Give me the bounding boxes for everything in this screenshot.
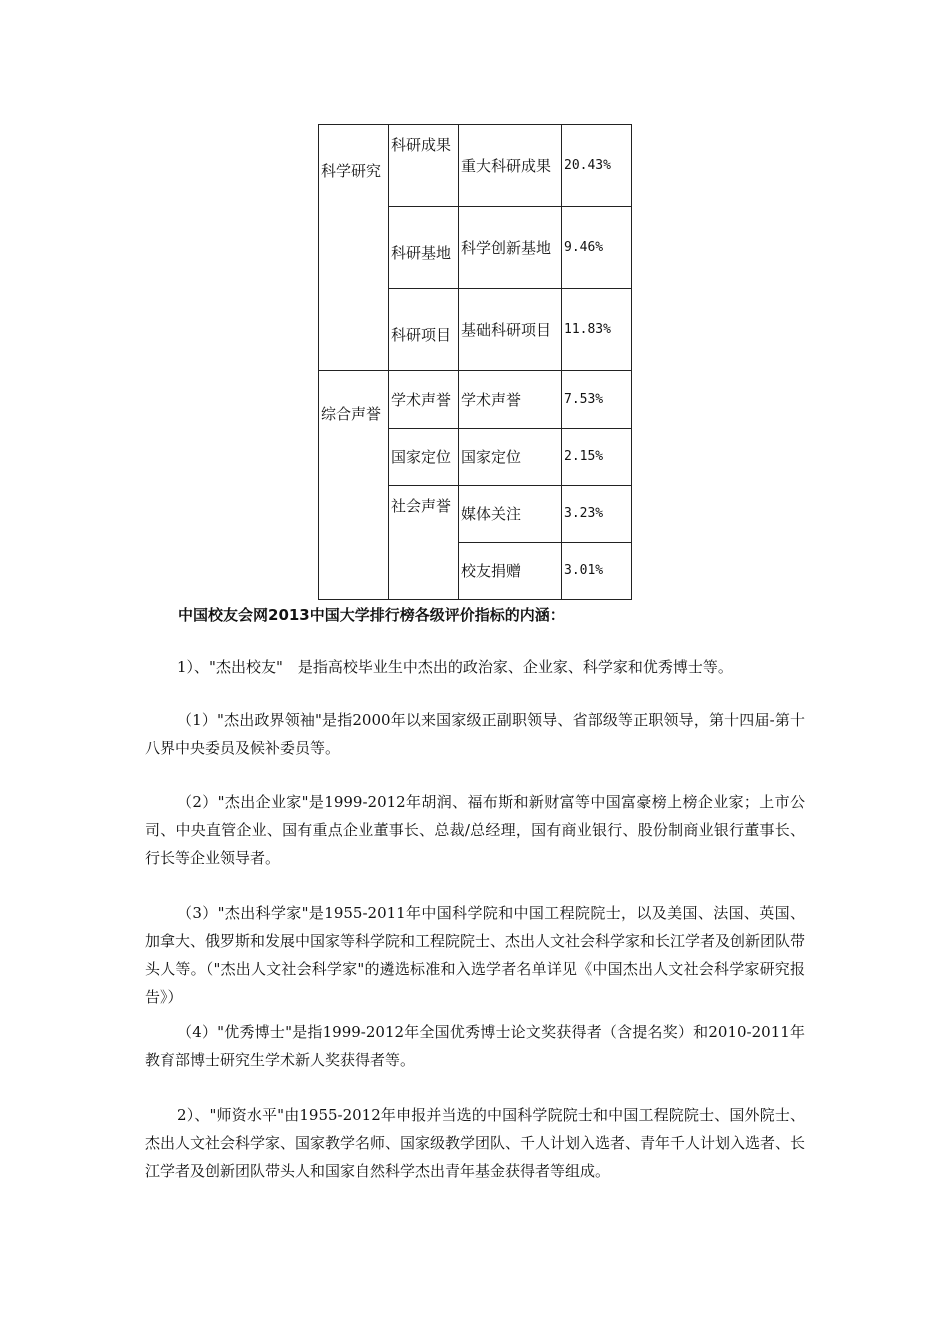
level3-cell: 国家定位 <box>459 429 562 486</box>
level1-cell: 综合声誉 <box>319 371 389 600</box>
level2-cell: 科研成果 <box>389 125 459 207</box>
level2-cell: 科研基地 <box>389 207 459 289</box>
level2-cell: 学术声誉 <box>389 371 459 429</box>
level2-cell: 社会声誉 <box>389 486 459 600</box>
paragraph: （1）"杰出政界领袖"是指2000年以来国家级正副职领导、省部级等正职领导，第十四届-第十八界中央委员及候补委员等。 <box>145 711 805 757</box>
level3-cell: 基础科研项目 <box>459 289 562 371</box>
level2-cell: 科研项目 <box>389 289 459 371</box>
weight-cell: 2.15% <box>562 429 632 486</box>
weight-cell: 9.46% <box>562 207 632 289</box>
paragraph: （4）"优秀博士"是指1999-2012年全国优秀博士论文奖获得者（含提名奖）和2010-2011年教育部博士研究生学术新人奖获得者等。 <box>145 1023 805 1069</box>
level1-cell: 科学研究 <box>319 125 389 371</box>
table-row <box>319 371 632 429</box>
section-heading: 中国校友会网2013中国大学排行榜各级评价指标的内涵： <box>178 606 565 624</box>
weight-cell: 20.43% <box>562 125 632 207</box>
paragraph: （2）"杰出企业家"是1999-2012年胡润、福布斯和新财富等中国富豪榜上榜企业家；上市公司、中央直管企业、国有重点企业董事长、总裁/总经理，国有商业银行、股份制商业银行董事长、行长等企业领导者。 <box>145 793 805 867</box>
weight-cell: 11.83% <box>562 289 632 371</box>
level2-cell: 国家定位 <box>389 429 459 486</box>
level3-cell: 重大科研成果 <box>459 125 562 207</box>
level3-cell: 校友捐赠 <box>459 543 562 600</box>
paragraph: （3）"杰出科学家"是1955-2011年中国科学院和中国工程院院士，以及美国、法国、英国、加拿大、俄罗斯和发展中国家等科学院和工程院院士、杰出人文社会科学家和长江学者及创新团队带头人等。（"杰出人文社会科学家"的遴选标准和入选学者名单详见《中国杰出人文社会科学家研究报告》） <box>145 904 806 1006</box>
weight-cell: 7.53% <box>562 371 632 429</box>
weight-cell: 3.01% <box>562 543 632 600</box>
paragraph: 1）、"杰出校友" 是指高校毕业生中杰出的政治家、企业家、科学家和优秀博士等。 <box>177 658 733 676</box>
weight-cell: 3.23% <box>562 486 632 543</box>
paragraph: 2）、"师资水平"由1955-2012年申报并当选的中国科学院院士和中国工程院院士、国外院士、杰出人文社会科学家、国家教学名师、国家级教学团队、千人计划入选者、青年千人计划入选者、长江学者及创新团队带头人和国家自然科学杰出青年基金获得者等组成。 <box>145 1106 806 1180</box>
level3-cell: 科学创新基地 <box>459 207 562 289</box>
level3-cell: 媒体关注 <box>459 486 562 543</box>
indicator-table <box>318 124 632 600</box>
level3-cell: 学术声誉 <box>459 371 562 429</box>
table-row <box>319 125 632 207</box>
